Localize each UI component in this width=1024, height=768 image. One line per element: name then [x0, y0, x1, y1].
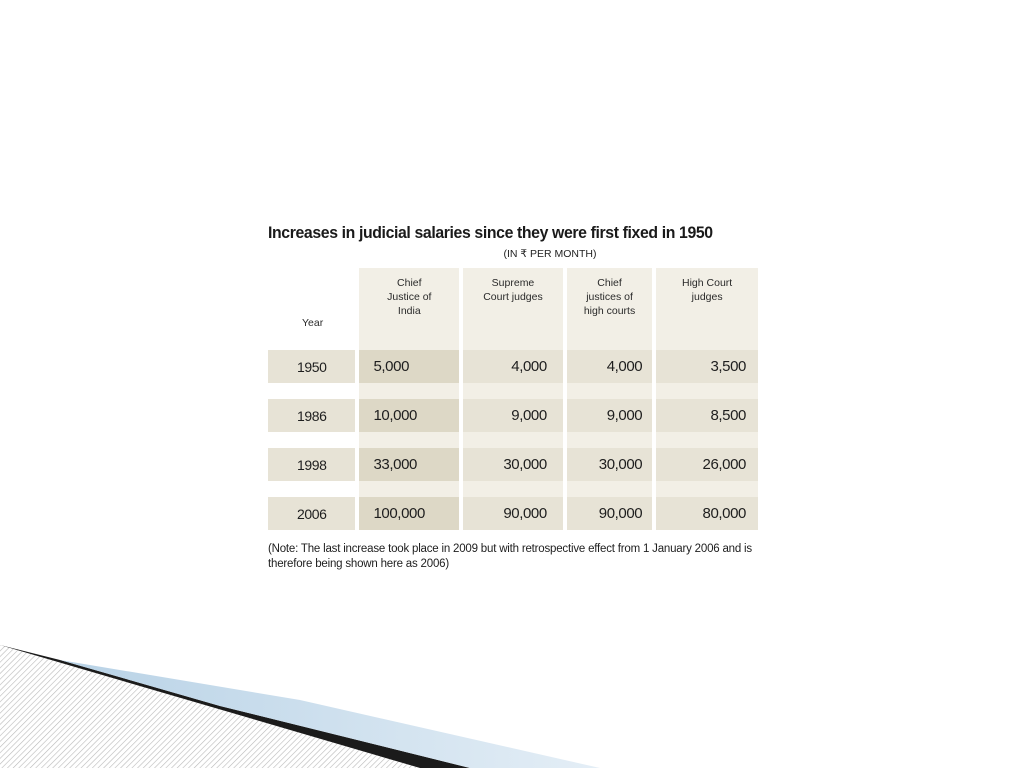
row-gap [268, 334, 758, 350]
table-row [268, 448, 758, 481]
year-cell: 1986 [268, 399, 355, 432]
value-cell: 26,000 [656, 448, 758, 481]
column-header-year: Year [268, 268, 355, 334]
row-gap [268, 432, 758, 448]
value-cell: 4,000 [463, 350, 563, 383]
table-row [268, 497, 758, 530]
value-cell: 90,000 [567, 497, 652, 530]
year-cell: 1998 [268, 448, 355, 481]
value-cell: 90,000 [463, 497, 563, 530]
footnote: (Note: The last increase took place in 2009 but with retrospective effect from 1 January 2006 and is therefore being shown here as 2006) [268, 543, 752, 570]
row-gap [268, 383, 758, 399]
value-cell: 9,000 [567, 399, 652, 432]
value-cell: 100,000 [359, 497, 459, 530]
table-row [268, 350, 758, 383]
column-header-chief-justice-of-india: Chief Justice of India [359, 268, 459, 334]
salary-figure [268, 222, 760, 572]
salary-table [264, 268, 762, 530]
value-cell: 8,500 [656, 399, 758, 432]
value-cell: 5,000 [359, 350, 459, 383]
row-gap [268, 481, 758, 497]
value-cell: 30,000 [463, 448, 563, 481]
chart-title: Increases in judicial salaries since they were first fixed in 1950 [268, 223, 713, 242]
unit-label: (IN ₹ PER MONTH) [503, 248, 597, 260]
column-header-high-court-judges: High Court judges [656, 268, 758, 334]
value-cell: 3,500 [656, 350, 758, 383]
column-header-chief-justices-of-high-courts: Chief justices of high courts [567, 268, 652, 334]
year-cell: 1950 [268, 350, 355, 383]
value-cell: 80,000 [656, 497, 758, 530]
value-cell: 9,000 [463, 399, 563, 432]
value-cell: 10,000 [359, 399, 459, 432]
column-header-supreme-court-judges: Supreme Court judges [463, 268, 563, 334]
header-row [268, 268, 758, 334]
value-cell: 4,000 [567, 350, 652, 383]
year-cell: 2006 [268, 497, 355, 530]
table-row [268, 399, 758, 432]
value-cell: 30,000 [567, 448, 652, 481]
value-cell: 33,000 [359, 448, 459, 481]
